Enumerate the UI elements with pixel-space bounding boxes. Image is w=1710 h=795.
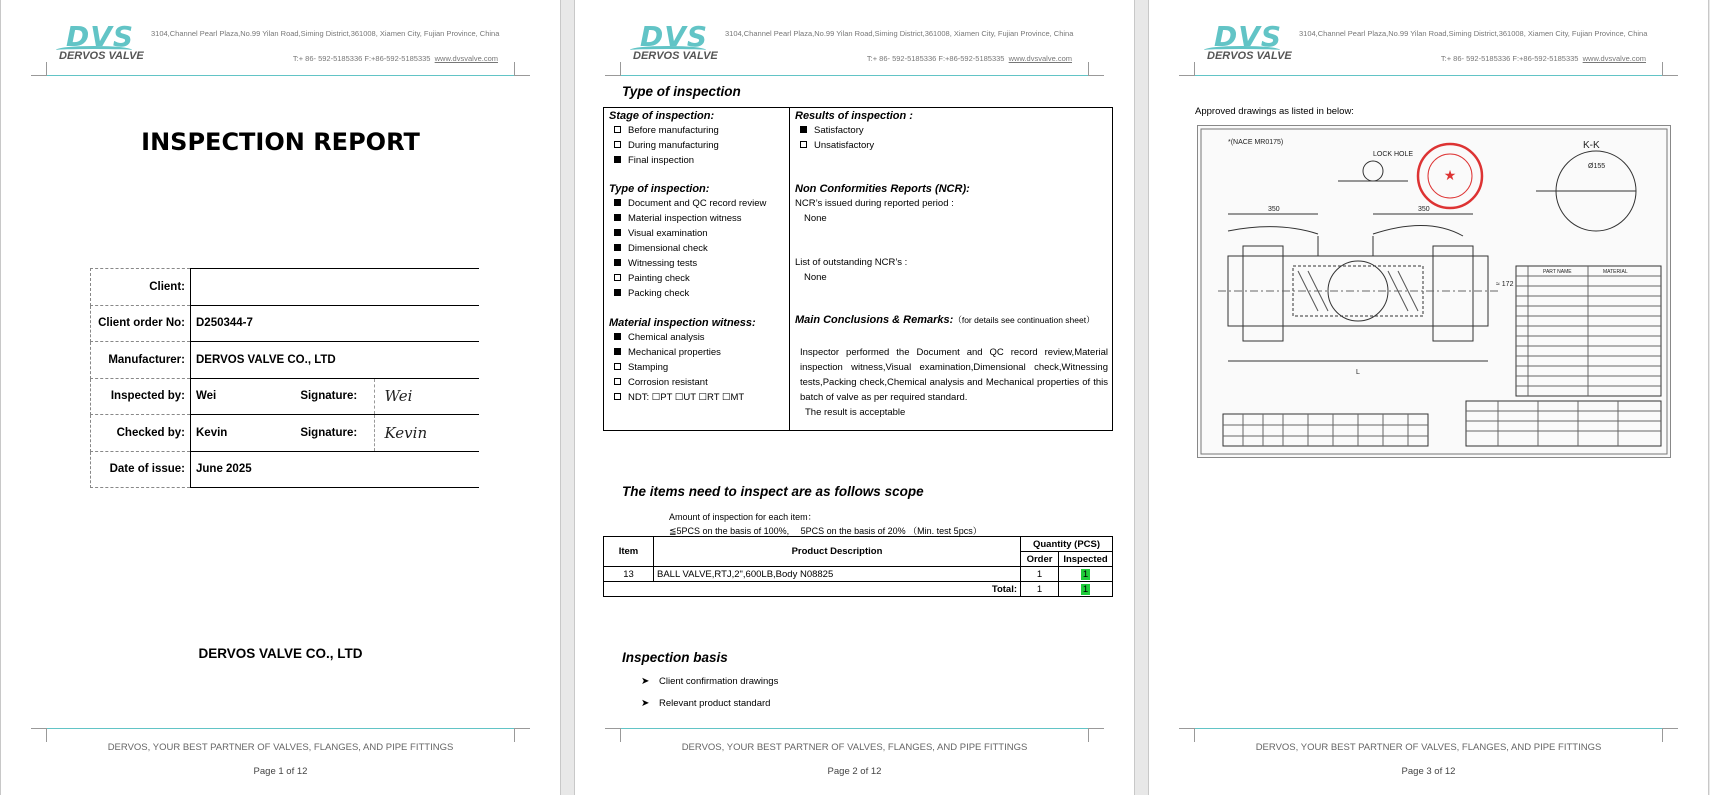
amount-note: Amount of inspection for each item： — [669, 512, 817, 522]
col-order: Order — [1021, 552, 1059, 567]
logo-text: DERVOS VALVE — [1207, 50, 1292, 62]
corner-mark — [1662, 728, 1678, 742]
row-order: 1 — [1021, 567, 1059, 582]
checklist-label: Material inspection witness — [628, 213, 742, 224]
checklist-item — [614, 155, 694, 166]
unchecked-box-icon — [614, 393, 621, 400]
header-contact — [293, 54, 498, 63]
checked-box-icon — [614, 214, 621, 221]
lock-hole-detail — [1363, 161, 1383, 181]
logo-mark: DVS — [640, 20, 709, 53]
checklist-item — [614, 140, 719, 151]
ncr-outstanding: List of outstanding NCR’s : — [795, 257, 908, 268]
checklist-label: Packing check — [628, 288, 690, 299]
unchecked-box-icon — [614, 274, 621, 281]
company-name: DERVOS VALVE CO., LTD — [198, 646, 363, 661]
manufacturer-label: Manufacturer: — [91, 342, 191, 379]
footer-slogan: DERVOS, YOUR BEST PARTNER OF VALVES, FLANGES, AND PIPE FITTINGS — [681, 742, 1028, 753]
dimension-table — [1223, 414, 1428, 446]
checklist-label: Painting check — [628, 273, 690, 284]
total-order: 1 — [1021, 582, 1059, 597]
basis-item-label: Relevant product standard — [659, 698, 771, 709]
material-heading: Material inspection witness: — [609, 317, 756, 329]
dim-155: Ø155 — [1588, 163, 1606, 170]
section-title-scope: The items need to inspect are as follows scope — [622, 484, 924, 499]
page-2 — [574, 0, 1135, 795]
arrow-icon: ➤ — [641, 698, 650, 709]
table-row — [91, 451, 480, 488]
corner-mark — [1088, 62, 1104, 76]
company-logo — [1204, 20, 1294, 66]
corner-mark — [605, 728, 621, 742]
approved-drawings-text: Approved drawings as listed in below: — [1195, 106, 1354, 117]
row-item: 13 — [604, 567, 654, 582]
logo-mark: DVS — [1214, 20, 1283, 53]
corner-mark — [1088, 728, 1104, 742]
logo-text: DERVOS VALVE — [633, 50, 718, 62]
corner-mark — [605, 62, 621, 76]
date-label: Date of issue: — [91, 451, 191, 488]
checklist-label: Corrosion resistant — [628, 377, 708, 388]
row-description: BALL VALVE,RTJ,2",600LB,Body N08825 — [654, 567, 1021, 582]
inspection-box — [603, 107, 1113, 431]
section-title-basis: Inspection basis — [622, 650, 728, 665]
section-title-type: Type of inspection — [622, 84, 741, 99]
header-address: 3104,Channel Pearl Plaza,No.99 Yilan Road,Siming District,361008, Xiamen City, Fujian Province, China — [151, 29, 500, 38]
header-address: 3104,Channel Pearl Plaza,No.99 Yilan Road,Siming District,361008, Xiamen City, Fujian Province, China — [1299, 29, 1648, 38]
logo-text: DERVOS VALVE — [59, 50, 144, 62]
table-header-row — [604, 537, 1113, 552]
ncr-outstanding-value: None — [804, 272, 827, 283]
dimension-grid — [1223, 414, 1428, 446]
scope-table — [603, 536, 1113, 597]
total-inspected: 1 — [1082, 583, 1089, 595]
table-row — [91, 269, 480, 306]
drawing-svg — [1198, 126, 1672, 459]
corner-mark — [1662, 62, 1678, 76]
right-flange — [1433, 246, 1473, 341]
row-inspected: 1 — [1082, 568, 1089, 580]
client-value — [191, 269, 480, 306]
corner-mark — [514, 728, 530, 742]
header-rule — [605, 75, 1104, 76]
conclusions-heading — [795, 314, 1095, 326]
checklist-label: Dimensional check — [628, 243, 708, 254]
ncr-heading: Non Conformities Reports (NCR): — [795, 183, 970, 195]
results-heading: Results of inspection : — [795, 110, 913, 122]
table-row — [604, 567, 1113, 582]
checked-box-icon — [614, 289, 621, 296]
checked-box-icon — [614, 229, 621, 236]
checklist-label: Document and QC record review — [628, 198, 767, 209]
section-label: K-K — [1583, 140, 1600, 151]
spec-grid — [1466, 401, 1661, 446]
lock-hole-label: LOCK HOLE — [1373, 151, 1414, 158]
checked-box-icon — [614, 199, 621, 206]
dim-350-left: 350 — [1268, 206, 1280, 213]
ncr-issued-value: None — [804, 213, 827, 224]
page-number: Page 1 of 12 — [253, 766, 308, 777]
checklist-label: Satisfactory — [814, 125, 864, 136]
inspection-left-column — [604, 108, 790, 430]
checklist-item — [800, 125, 864, 136]
unchecked-box-icon — [614, 141, 621, 148]
unchecked-box-icon — [800, 141, 807, 148]
report-info-table — [90, 268, 479, 488]
left-flange — [1243, 246, 1283, 341]
checklist-item — [614, 347, 721, 358]
handle-left — [1228, 227, 1318, 234]
page-number: Page 2 of 12 — [827, 766, 882, 777]
ncr-issued: NCR’s issued during reported period : — [795, 198, 954, 209]
dim-l: L — [1356, 369, 1360, 376]
result-line: The result is acceptable — [805, 407, 906, 418]
page-number: Page 3 of 12 — [1401, 766, 1456, 777]
checker-signature: Kevin — [374, 415, 479, 452]
basis-item — [641, 698, 770, 709]
inspected-label: Inspected by: — [91, 378, 191, 415]
order-label: Client order No: — [91, 305, 191, 342]
checklist-label: Final inspection — [628, 155, 695, 166]
inspector-signature: Wei — [374, 378, 479, 415]
checklist-item — [614, 228, 708, 239]
website-link[interactable]: www.dvsvalve.com — [434, 54, 498, 63]
checked-value: Kevin — [191, 415, 285, 452]
checklist-label: Stamping — [628, 362, 669, 373]
corner-mark — [1179, 728, 1195, 742]
checklist-item — [800, 140, 874, 151]
checked-box-icon — [614, 333, 621, 340]
checklist-item — [614, 198, 766, 209]
table-row — [91, 378, 480, 415]
corner-mark — [31, 62, 47, 76]
conclusions-title: Main Conclusions & Remarks: — [795, 314, 954, 326]
footer-slogan: DERVOS, YOUR BEST PARTNER OF VALVES, FLANGES, AND PIPE FITTINGS — [1255, 742, 1602, 753]
date-value: June 2025 — [191, 451, 480, 488]
table-row — [91, 342, 480, 379]
valve-drawing — [1197, 125, 1671, 458]
signature-label: Signature: — [284, 378, 374, 415]
order-value: D250344-7 — [191, 305, 480, 342]
col-quantity: Quantity (PCS) — [1021, 537, 1113, 552]
website-link[interactable]: www.dvsvalve.com — [1582, 54, 1646, 63]
checked-box-icon — [614, 259, 621, 266]
website-link[interactable]: www.dvsvalve.com — [1008, 54, 1072, 63]
header-address: 3104,Channel Pearl Plaza,No.99 Yilan Road,Siming District,361008, Xiamen City, Fujian Province, China — [725, 29, 1074, 38]
checked-box-icon — [614, 156, 621, 163]
basis-item-label: Client confirmation drawings — [659, 676, 779, 687]
checked-label: Checked by: — [91, 415, 191, 452]
dim-350-right: 350 — [1418, 206, 1430, 213]
checklist-item — [614, 213, 742, 224]
logo-mark: DVS — [66, 20, 135, 53]
footer-rule — [47, 728, 514, 729]
checklist-item — [614, 377, 708, 388]
row-inspected-cell — [1059, 567, 1113, 582]
checklist-label: Unsatisfactory — [814, 140, 875, 151]
arrow-icon: ➤ — [641, 676, 650, 687]
parts-header: PART NAME — [1543, 269, 1572, 275]
checklist-item — [614, 332, 705, 343]
company-logo — [630, 20, 720, 66]
contact-phone: T:+ 86- 592-5185336 F:+86-592-5185335 — [292, 54, 431, 63]
contact-phone: T:+ 86- 592-5185336 F:+86-592-5185335 — [866, 54, 1005, 63]
total-label: Total: — [604, 582, 1021, 597]
checklist-item — [614, 288, 689, 299]
remarks-paragraph: Inspector performed the Document and QC record review,Material inspection witness,Visual examination,Dimensional check,Witnessing tests,Packing check,Chemical analysis and Mechanical properties of this batch of valve as per required standard. — [800, 347, 1108, 403]
corner-mark — [31, 728, 47, 742]
header-contact — [867, 54, 1072, 63]
checklist-label: Mechanical properties — [628, 347, 721, 358]
checklist-item — [614, 243, 708, 254]
corner-mark — [514, 62, 530, 76]
checklist-label: Before manufacturing — [628, 125, 719, 136]
type-heading: Type of inspection: — [609, 183, 710, 195]
checklist-item — [614, 125, 719, 136]
material-header: MATERIAL — [1603, 269, 1628, 275]
basis-item — [641, 676, 778, 687]
signature-label: Signature: — [284, 415, 374, 452]
inspected-value: Wei — [191, 378, 285, 415]
spec-table — [1466, 401, 1661, 446]
rule-note: ≦5PCS on the basis of 100%, 5PCS on the basis of 20% （Min. test 5pcs） — [669, 526, 982, 536]
checked-box-icon — [614, 348, 621, 355]
table-row — [91, 305, 480, 342]
checklist-item — [614, 258, 697, 269]
page-3 — [1148, 0, 1709, 795]
drawing-note: *(NACE MR0175) — [1228, 139, 1284, 146]
footer-rule — [621, 728, 1088, 729]
col-item: Item — [604, 537, 654, 567]
col-inspected: Inspected — [1059, 552, 1113, 567]
col-description: Product Description — [654, 537, 1021, 567]
table-total-row — [604, 582, 1113, 597]
unchecked-box-icon — [614, 378, 621, 385]
conclusions-note: （for details see continuation sheet） — [953, 315, 1095, 325]
checklist-label: Witnessing tests — [628, 258, 698, 269]
checklist-item — [614, 273, 690, 284]
checklist-item — [614, 392, 744, 403]
report-title: INSPECTION REPORT — [141, 128, 420, 156]
manufacturer-value: DERVOS VALVE CO., LTD — [191, 342, 480, 379]
inspection-right-column — [790, 108, 1112, 430]
dim-172: ≈ 172 — [1496, 281, 1514, 288]
page-1 — [0, 0, 561, 795]
checklist-label: Visual examination — [628, 228, 708, 239]
footer-rule — [1195, 728, 1662, 729]
unchecked-box-icon — [614, 363, 621, 370]
checklist-label: During manufacturing — [628, 140, 719, 151]
checked-box-icon — [614, 244, 621, 251]
unchecked-box-icon — [614, 126, 621, 133]
header-contact — [1441, 54, 1646, 63]
corner-mark — [1179, 62, 1195, 76]
handle-right — [1373, 225, 1463, 236]
contact-phone: T:+ 86- 592-5185336 F:+86-592-5185335 — [1440, 54, 1579, 63]
header-rule — [1179, 75, 1678, 76]
stage-heading: Stage of inspection: — [609, 110, 715, 122]
remarks-text — [800, 345, 1108, 420]
stamp-star: ★ — [1443, 168, 1457, 184]
footer-slogan: DERVOS, YOUR BEST PARTNER OF VALVES, FLANGES, AND PIPE FITTINGS — [107, 742, 454, 753]
header-rule — [31, 75, 530, 76]
total-inspected-cell — [1059, 582, 1113, 597]
checklist-item — [614, 362, 668, 373]
checklist-label: Chemical analysis — [628, 332, 705, 343]
checked-box-icon — [800, 126, 807, 133]
company-logo — [56, 20, 146, 66]
table-row — [91, 415, 480, 452]
checklist-label: NDT: ☐PT ☐UT ☐RT ☐MT — [628, 392, 745, 403]
client-label: Client: — [91, 269, 191, 306]
parts-grid — [1516, 266, 1661, 396]
